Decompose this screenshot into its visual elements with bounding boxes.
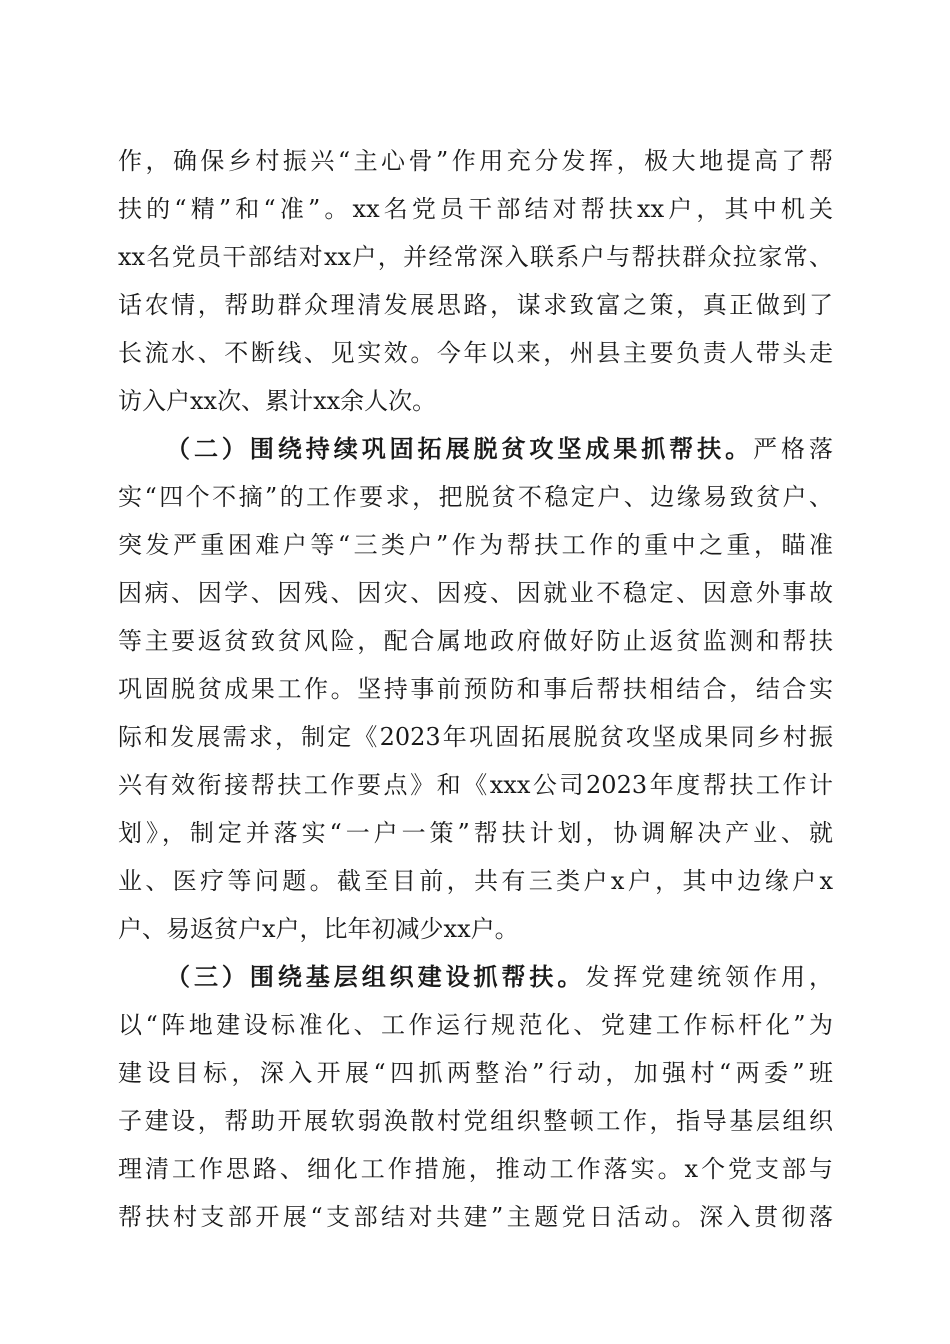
paragraph-2-line: 划》，制定并落实“一户一策”帮扶计划，协调解决产业、就 [118,819,833,847]
paragraph-3-line: 建设目标，深入开展“四抓两整治”行动，加强村“两委”班 [118,1059,833,1087]
paragraph-1-line: 作，确保乡村振兴“主心骨”作用充分发挥，极大地提高了帮 [118,147,833,175]
paragraph-2-line: 实“四个不摘”的工作要求，把脱贫不稳定户、边缘易致贫户、 [118,483,833,511]
paragraph-2-line: 际和发展需求，制定《2023年巩固拓展脱贫攻坚成果同乡村振 [118,723,833,751]
paragraph-1-line: 扶的“精”和“准”。xx名党员干部结对帮扶xx户，其中机关 [118,195,833,223]
document-body [118,137,833,1241]
paragraph-2-line: 巩固脱贫成果工作。坚持事前预防和事后帮扶相结合，结合实 [118,675,833,703]
paragraph-3-first-line [118,953,833,1001]
paragraph-2-line: 业、医疗等问题。截至目前，共有三类户x户，其中边缘户x [118,867,833,895]
paragraph-2-line: 等主要返贫致贫风险，配合属地政府做好防止返贫监测和帮扶 [118,627,833,655]
paragraph-3-line: 理清工作思路、细化工作措施，推动工作落实。x个党支部与 [118,1155,833,1183]
paragraph-2-line: 因病、因学、因残、因灾、因疫、因就业不稳定、因意外事故 [118,579,833,607]
paragraph-1-line: 长流水、不断线、见实效。今年以来，州县主要负责人带头走 [118,339,833,367]
paragraph-1-line: 访入户xx次、累计xx余人次。 [118,387,437,415]
paragraph-2-line: 户、易返贫户x户，比年初减少xx户。 [118,915,519,943]
paragraph-2-line: 兴有效衔接帮扶工作要点》和《xxx公司2023年度帮扶工作计 [118,771,833,799]
paragraph-2-heading: （二）围绕持续巩固拓展脱贫攻坚成果抓帮扶。 [166,435,754,463]
paragraph-3-heading: （三）围绕基层组织建设抓帮扶。 [166,963,586,991]
paragraph-3-first-line-text: 发挥党建统领作用， [585,963,833,991]
paragraph-2-first-line-text: 严格落 [753,435,833,463]
paragraph-3-line: 帮扶村支部开展“支部结对共建”主题党日活动。深入贯彻落 [118,1203,833,1231]
paragraph-1-line: 话农情，帮助群众理清发展思路，谋求致富之策，真正做到了 [118,291,833,319]
paragraph-3-line: 子建设，帮助开展软弱涣散村党组织整顿工作，指导基层组织 [118,1107,833,1135]
paragraph-3-line: 以“阵地建设标准化、工作运行规范化、党建工作标杆化”为 [118,1011,833,1039]
paragraph-2-line: 突发严重困难户等“三类户”作为帮扶工作的重中之重，瞄准 [118,531,833,559]
paragraph-1-line: xx名党员干部结对xx户，并经常深入联系户与帮扶群众拉家常、 [118,243,833,271]
paragraph-2-first-line [118,425,833,473]
